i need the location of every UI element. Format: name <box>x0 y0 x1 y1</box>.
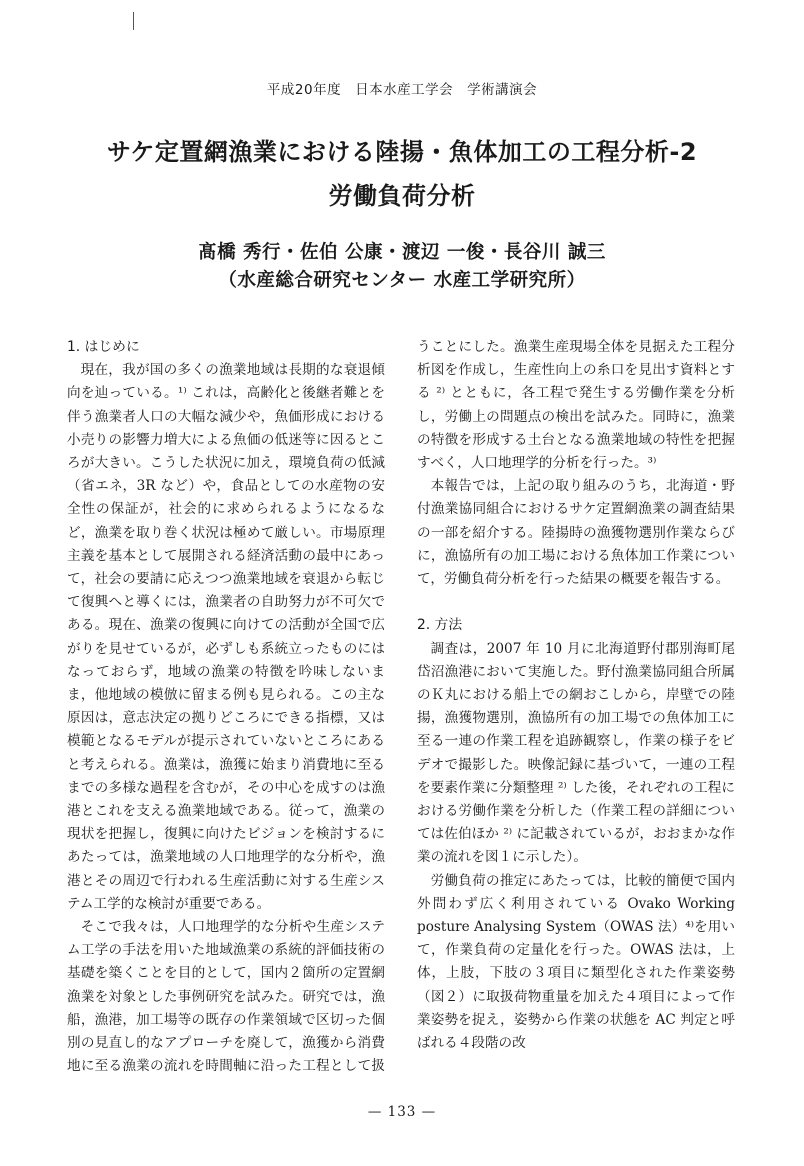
section-heading-methods: 2. 方法 <box>417 617 463 634</box>
author-affiliation: （水産総合研究センター 水産工学研究所） <box>218 270 586 291</box>
paper-title-line2: 労働負荷分析 <box>328 182 476 210</box>
conference-header: 平成20年度 日本水産工学会 学術講演会 <box>266 82 538 98</box>
intro-paragraph-1: 現在，我が国の多くの漁業地域は長期的な衰退傾向を辿っている。¹⁾ これは，高齢化と後継者難とを伴う漁業者人口の大幅な減少や，魚価形成における小売りの影響力増大による魚価の低迷等に因るところが大きい。こうした状況に加え，環境負荷の低減（省エネ，3R など）や，食品としての水産物の安全性の保証が，社会的に求められるようになるなど，漁業を取り巻く状況は極めて厳しい。市場原理主義を基本として展開される経済活動の最中にあって，社会の要請に応えつつ漁業地域を衰退から転じて復興へと導くには，漁業者の自助努力が不可欠である。現在、漁業の復興に向けての活動が全国で広がりを見せているが，必ずしも系統立ったものにはなっておらず，地域の漁業の特徴を吟味しないまま，他地域の模倣に留まる例も見られる。この主な原因は，意志決定の拠りどころにできる指標，又は模範となるモデルが提示されていないところにあると考えられる。漁業は，漁獲に始まり消費地に至るまでの多様な過程を含むが，その中心を成すのは漁港とこれを支える漁業地域である。従って，漁業の現状を把握し，復興に向けたビジョンを検討するにあたっては，漁業地域の人口地理学的な分析や，漁港とその周辺で行われる生産活動に対する生産システム工学的な検討が重要である。 <box>67 362 385 912</box>
section-heading-intro: 1. はじめに <box>67 339 140 355</box>
paper-title-line1: サケ定置網漁業における陸揚・魚体加工の工程分析-2 <box>106 138 698 166</box>
intro-paragraph-3: 本報告では，上記の取り組みのうち，北海道・野付漁業協同組合におけるサケ定置網漁業の調査結果の一部を紹介する。陸揚時の漁獲物選別作業ならびに，漁協所有の加工場における魚体加工作業について，労働負荷分析を行った結果の概要を報告する。 <box>417 478 735 588</box>
methods-paragraph-2: 労働負荷の推定にあたっては，比較的簡便で国内外問わず広く利用されている Ovako Working posture Analysing System（OWAS 法）⁴⁾を用いて，作業負荷の定量化を行った。OWAS 法は，上体，上肢，下肢の３項目に類型化された作業姿勢（図２）に取扱荷物重量を加えた４項目によって作業姿勢を捉え，姿勢から作業の状態を AC 判定と呼ばれる４段階の改 <box>417 872 735 1052</box>
methods-paragraph-1: 調査は，2007 年 10 月に北海道野付郡別海町尾岱沼漁港において実施した。野付漁業協同組合所属のＫ丸における船上での網おこしから，岸壁での陸揚，漁獲物選別，漁協所有の加工場での魚体加工に至る一連の作業工程を追跡観察し，作業の様子をビデオで撮影した。映像記録に基づいて，一連の工程を要素作業に分類整理 ²⁾ した後，それぞれの工程における労働作業を分析した（作業工程の詳細については佐伯ほか ²⁾ に記載されているが，おおまかな作業の流れを図１に示した）。 <box>417 640 735 866</box>
section-spacer <box>417 591 735 614</box>
body-text-two-columns <box>67 336 735 1080</box>
intro-paragraph-2: そこで我々は，人口地理学的な分析や生産システム工学の手法を用いた地域漁業の系統的評価技術の基礎を築くことを目的として，国内２箇所の定置網漁業を対象とした事例研究を試みた。研究では，漁船，漁港，加工場等の既存の作業領域で区切った個別の見直し的なアプローチを廃して，漁獲から消費地に至る漁業の流れを時間軸に沿った工程として扱うことにした。漁業生産現場全体を見据えた工程分析図を作成し，生産性向上の糸口を見出す資料とする ²⁾ とともに，各工程で発生する労働作業を分析し，労働上の問題点の検出を試みた。同時に，漁業の特徴を形成する土台となる漁業地域の特性を把握すべく，人口地理学的分析を行った。³⁾ <box>67 339 735 1075</box>
author-list: 髙橋 秀行・佐伯 公康・渡辺 一俊・長谷川 誠三 <box>198 242 606 263</box>
page-number: — 133 — <box>367 1104 437 1120</box>
scan-artifact-mark <box>133 12 134 30</box>
